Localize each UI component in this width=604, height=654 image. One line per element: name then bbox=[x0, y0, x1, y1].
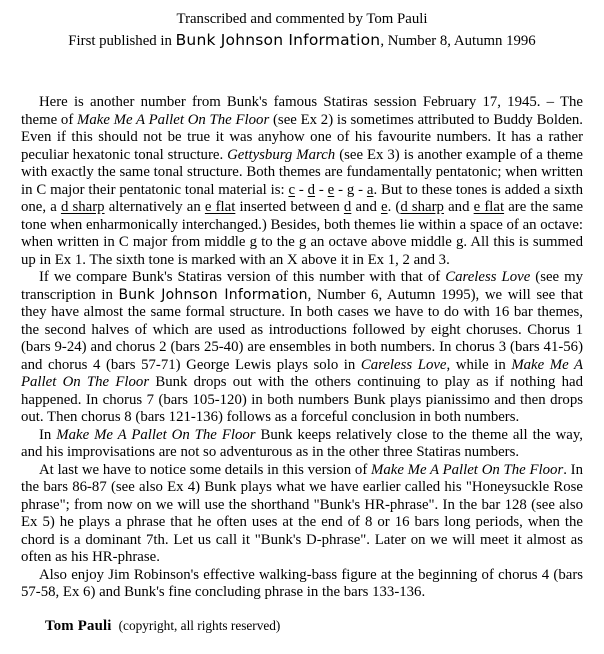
work-title: Careless Love bbox=[360, 356, 447, 373]
text-run: - bbox=[334, 181, 347, 198]
note-name: d bbox=[307, 181, 316, 198]
text-run: to the bbox=[256, 234, 299, 250]
note-name: g bbox=[298, 234, 307, 250]
text-run: an octave above middle bbox=[306, 234, 456, 250]
text-run: In bbox=[39, 426, 57, 443]
work-title: Make Me A Pallet On The Floor bbox=[371, 461, 564, 478]
text-run: Bunk drops out with the others continuing to play as if nothing had happened. In chorus 7 (bars 105-120) in both numbers Bunk plays pianissimo and then drops out. Then chorus 8 (bars 121-136) follows as a forceful conclusion in both numbers. bbox=[21, 374, 583, 425]
note-name: g bbox=[249, 234, 257, 250]
text-run: and bbox=[443, 199, 474, 215]
header-published-suffix: , Number 8, Autumn 1996 bbox=[380, 33, 536, 49]
work-title: Careless Love bbox=[445, 269, 531, 285]
text-run: and bbox=[351, 199, 381, 215]
text-run: - bbox=[354, 181, 367, 198]
note-name: d sharp bbox=[400, 199, 444, 215]
header-line-2 bbox=[0, 30, 604, 52]
text-run: If we compare Bunk's Statiras version of this number with that of bbox=[39, 269, 446, 285]
text-run: - bbox=[315, 181, 328, 198]
text-run: . All this is summed up in Ex 1. The sixth tone is marked with an X above it in Ex 1, 2 and 3. bbox=[21, 234, 584, 268]
paragraph bbox=[21, 567, 583, 602]
text-run: - bbox=[295, 181, 308, 198]
paragraph bbox=[21, 269, 583, 427]
note-name: e flat bbox=[204, 199, 236, 215]
text-run: (see Ex 3) is another example of a theme with exactly the same tonal structure. Both themes are fundamentally pentatonic; when written in C major their pentatonic tonal material is: bbox=[21, 146, 583, 198]
note-name: g bbox=[346, 181, 355, 198]
note-name: e flat bbox=[473, 199, 505, 215]
paragraph bbox=[21, 94, 583, 269]
note-name: e bbox=[381, 199, 388, 215]
text-run: . In the bars 86-87 (see also Ex 4) Bunk plays what we have earlier called his "Honeysuckle Rose phrase"; from now on we will use the shorthand "Bunk's HR-phrase". In the bar 128 (see also Ex 5) he plays a phrase that he often uses at the end of 8 or 16 bars long periods, when the chord is a dominant 7th. Let us call it "Bunk's D-phrase". Later on we will meet it almost as often as his HR-phrase. bbox=[21, 461, 584, 565]
document-header bbox=[0, 0, 604, 52]
note-name: a bbox=[366, 181, 374, 198]
header-credit: Transcribed and commented by Tom Pauli bbox=[176, 11, 428, 27]
note-name: g bbox=[455, 234, 464, 250]
text-run: inserted between bbox=[235, 199, 344, 215]
author-name: Tom Pauli bbox=[45, 617, 112, 634]
header-line-1 bbox=[0, 9, 604, 30]
text-run: , Number 6, Autumn 1995), we will see that they have almost the same formal structure. In both cases we have to do with 16 bar themes, the second halves of which are used as introductions followed by eight choruses. Chorus 1 (bars 9-24) and chorus 2 (bars 25-40) are ensembles in both numbers. In chorus 3 (bars 41-56) and chorus 4 (bars 57-71) George Lewis plays solo in bbox=[21, 286, 583, 373]
work-title: Make Me A Pallet On The Floor bbox=[21, 356, 583, 390]
signature-line bbox=[45, 617, 604, 635]
note-name: c bbox=[288, 181, 296, 198]
copyright-note: (copyright, all rights reserved) bbox=[118, 617, 281, 633]
text-run: At last we have to notice some details in this version of bbox=[39, 461, 372, 478]
note-name: e bbox=[327, 181, 335, 198]
text-run: . But to these tones is added a sixth one, a bbox=[21, 181, 584, 215]
publication-name: Bunk Johnson Information bbox=[175, 31, 381, 49]
paragraph bbox=[21, 462, 583, 567]
work-title: Make Me A Pallet On The Floor bbox=[56, 426, 256, 443]
text-run: . ( bbox=[387, 199, 401, 215]
text-run: Here is another number from Bunk's famous Statiras session February 17, 1945. – The theme of bbox=[21, 94, 583, 128]
text-run: (see Ex 2) is sometimes attributed to Buddy Bolden. Even if this should not be true it was anyhow one of his favourite numbers. It has a rather peculiar hexatonic tonal structure. bbox=[21, 111, 584, 163]
text-run: , while in bbox=[446, 356, 512, 373]
text-run: (see my transcription in bbox=[21, 269, 584, 303]
document-body bbox=[21, 94, 583, 602]
work-title: Gettysburg March bbox=[227, 146, 336, 163]
note-name: d sharp bbox=[60, 199, 105, 215]
note-name: d bbox=[343, 199, 352, 215]
text-run: alternatively an bbox=[104, 199, 205, 215]
paragraph bbox=[21, 427, 583, 462]
header-published-prefix: First published in bbox=[68, 33, 176, 49]
work-title: Make Me A Pallet On The Floor bbox=[77, 111, 270, 128]
text-run: are the same tone when enharmonically interchanged.) Besides, both themes lie within a space of an octave: when written in C major from middle bbox=[21, 199, 584, 250]
publication-name: Bunk Johnson Information bbox=[118, 286, 308, 303]
text-run: Bunk keeps relatively close to the theme all the way, and his improvisations are not so adventurous as in the other three Statiras numbers. bbox=[21, 426, 583, 460]
text-run: Also enjoy Jim Robinson's effective walking-bass figure at the beginning of chorus 4 (bars 57-58, Ex 6) and Bunk's fine concluding phrase in the bars 133-136. bbox=[21, 566, 583, 600]
